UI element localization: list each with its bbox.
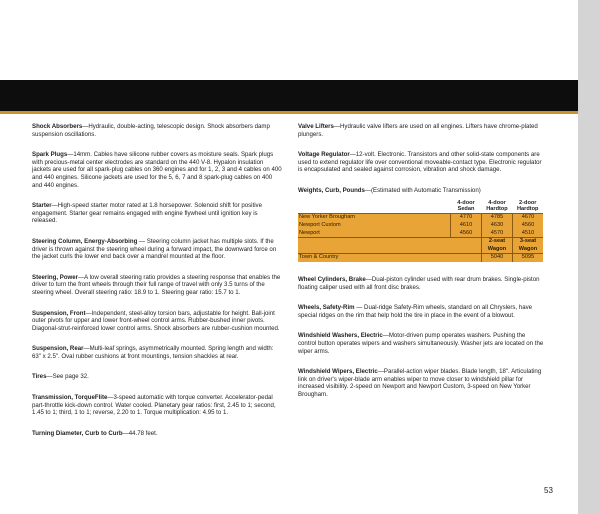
- weight-value: 4510: [513, 230, 544, 238]
- model-name: Newport Custom: [299, 221, 341, 228]
- model-name: Newport: [299, 229, 320, 236]
- spec-term: Tires: [32, 373, 47, 381]
- spec-entry: [32, 310, 282, 333]
- column-header: 3-seat Wagon: [513, 238, 544, 254]
- spec-entry: [298, 332, 545, 355]
- spec-term: Starter: [32, 202, 52, 210]
- weight-value: 4560: [451, 230, 482, 238]
- column-header: 2-seat Wagon: [482, 238, 513, 254]
- weight-value: 4770: [451, 214, 482, 222]
- spec-entry: [298, 151, 545, 174]
- column-header: 4-door Sedan: [457, 199, 475, 212]
- spec-text: —A low overall steering ratio provides a steering response that enables the driver to turn the front wheels through their full range of travel with only 3.5 turns of the steering wheel. Overall steering ratio: 18.9 to 1. Steering gear ratio: 15.7 to 1.: [32, 273, 281, 296]
- spec-entry: [32, 123, 282, 138]
- spec-text: —44.78 feet.: [122, 429, 158, 437]
- spec-entry: [32, 430, 282, 438]
- spec-text: —Motor-driven pump operates washers. Pushing the control button operates wipers and washers simultaneously. Washer jets are located on the wiper arms.: [298, 332, 544, 355]
- spec-text: —Hydraulic, double-acting, telescopic design. Shock absorbers damp suspension oscillations.: [32, 123, 270, 138]
- spec-entry: [32, 151, 282, 189]
- spec-entry: [298, 123, 545, 138]
- weight-value: 4630: [482, 222, 513, 230]
- page-number: 53: [544, 486, 553, 495]
- spec-text: —14mm. Cables have silicone rubber covers as moisture seals. Spark plugs with precious-metal center electrodes are standard on the 440 V-8. Hypalon insulation jackets are used for all spark-plug cables on 360 engines and for 1, 2, 3 and 4 cables on 400 and 440 engines. Silicone jackets are used for the 5, 6, 7 and 8 spark-plug cables on 400 and 440 engines.: [32, 151, 282, 189]
- table-row: [298, 254, 543, 262]
- weights-header-row: [298, 199, 543, 214]
- spec-term: Steering, Power: [32, 273, 79, 281]
- spec-term: Valve Lifters: [298, 123, 334, 130]
- top-margin: [0, 0, 578, 78]
- right-column: [298, 123, 545, 411]
- left-column: [32, 123, 282, 450]
- spec-entry: [298, 368, 545, 398]
- spec-text: —3-speed automatic with torque converter. Accelerator-pedal part-throttle kick-down control. Water cooled. Planetary gear ratios: first, 2.45 to 1; second, 1.45 to 1; third, 1 to 1; reverse, 2.20 to 1. Torque multiplication: 4.95 to 1.: [32, 394, 276, 417]
- page-edge-bar: [578, 0, 600, 514]
- spec-entry: [32, 202, 282, 225]
- weight-value: 4610: [451, 222, 482, 230]
- weight-value: 5040: [482, 254, 513, 262]
- table-row: [298, 230, 543, 238]
- spec-term: Suspension, Front: [32, 309, 86, 317]
- spec-term: Wheels, Safety-Rim: [298, 304, 355, 312]
- spec-entry: [32, 274, 282, 297]
- spec-entry: [298, 276, 545, 291]
- model-name: New Yorker Brougham: [298, 214, 451, 222]
- spec-text: —Independent, steel-alloy torsion bars, adjustable for height. Ball-joint outer pivots for upper and lower front-wheel control arms. Rubber-bushed inner pivots. Diagonal-strut-reinforced lower control arms. Shock absorbers are rubber-cushion mounted.: [32, 309, 280, 332]
- spec-text: — Dual-ridge Safety-Rim wheels, standard on all Chryslers, have special ridges on the rim that help hold the tire in place in the event of a blowout.: [298, 304, 533, 319]
- spec-text: —Dual-piston cylinder used with rear drum brakes. Single-piston floating caliper used with all front disc brakes.: [298, 275, 540, 291]
- weights-table: [298, 199, 543, 262]
- model-name: Town & Country: [298, 254, 451, 262]
- spec-text: — Steering column jacket has multiple slots. If the driver is thrown against the steering wheel during a forward impact, the downward force on the jacket curls the lower end back over a mandrel mounted at the floor.: [32, 237, 277, 261]
- spec-entry: [32, 238, 282, 261]
- spec-term: Windshield Washers, Electric: [298, 332, 383, 340]
- spec-term: Turning Diameter, Curb to Curb: [32, 429, 123, 437]
- weights-subtitle: —(Estimated with Automatic Transmission): [364, 186, 481, 194]
- spec-text: —High-speed starter motor rated at 1.8 horsepower. Solenoid shift for positive engagement. Starter gear remains engaged with engine flywheel until ignition key is released.: [32, 202, 262, 225]
- spec-entry: [32, 345, 282, 360]
- spec-entry: [298, 304, 545, 319]
- spec-text: —Multi-leaf springs, asymmetrically mounted. Spring length and width: 63" x 2.5". Oval rubber cushions at front mountings, tension shackles at rear.: [32, 345, 274, 360]
- spec-term: Wheel Cylinders, Brake: [298, 275, 366, 283]
- spec-entry: [32, 373, 282, 381]
- weight-value: 4570: [482, 230, 513, 238]
- spec-text: —12-volt. Electronic. Transistors and other solid-state components are used to extend regulator life over conventional moveable-contact type. Electronic regulator is encapsulated and sealed against corrosion, vibration and shock damage.: [298, 151, 542, 174]
- spec-term: Suspension, Rear: [32, 345, 84, 353]
- spec-term: Voltage Regulator: [298, 151, 350, 159]
- spec-text: —See page 32.: [46, 373, 89, 381]
- spec-term: Steering Column, Energy-Absorbing: [32, 237, 138, 245]
- column-header: 4-door Hardtop: [486, 199, 508, 212]
- table-row: [298, 214, 543, 222]
- spec-term: Transmission, TorqueFlite: [32, 394, 108, 402]
- spec-term: Shock Absorbers: [32, 123, 83, 130]
- weight-value: 4670: [513, 214, 544, 222]
- spec-text: —Hydraulic valve lifters are used on all engines. Lifters have chrome-plated plungers.: [298, 123, 538, 138]
- spec-text: —Parallel-action wiper blades. Blade length, 18". Articulating link on driver's wiper-blade arm enables wiper to move closer to windshield pillar for increased visibility. 2-speed on Newport and Newport Custom, 3-speed on New Yorker Brougham.: [298, 368, 542, 398]
- spec-term: Windshield Wipers, Electric: [298, 368, 378, 376]
- weight-value: 4785: [482, 214, 513, 222]
- spec-term: Spark Plugs: [32, 151, 68, 159]
- weight-value: 4560: [513, 222, 544, 230]
- header-stripe: [0, 80, 578, 114]
- wagon-header-row: [298, 238, 543, 254]
- column-header: 2-door Hardtop: [517, 199, 539, 212]
- weights-title: Weights, Curb, Pounds: [298, 186, 365, 194]
- weights-heading: [298, 187, 545, 195]
- table-row: [298, 222, 543, 230]
- weight-value: 5095: [513, 254, 544, 262]
- spec-entry: [32, 394, 282, 417]
